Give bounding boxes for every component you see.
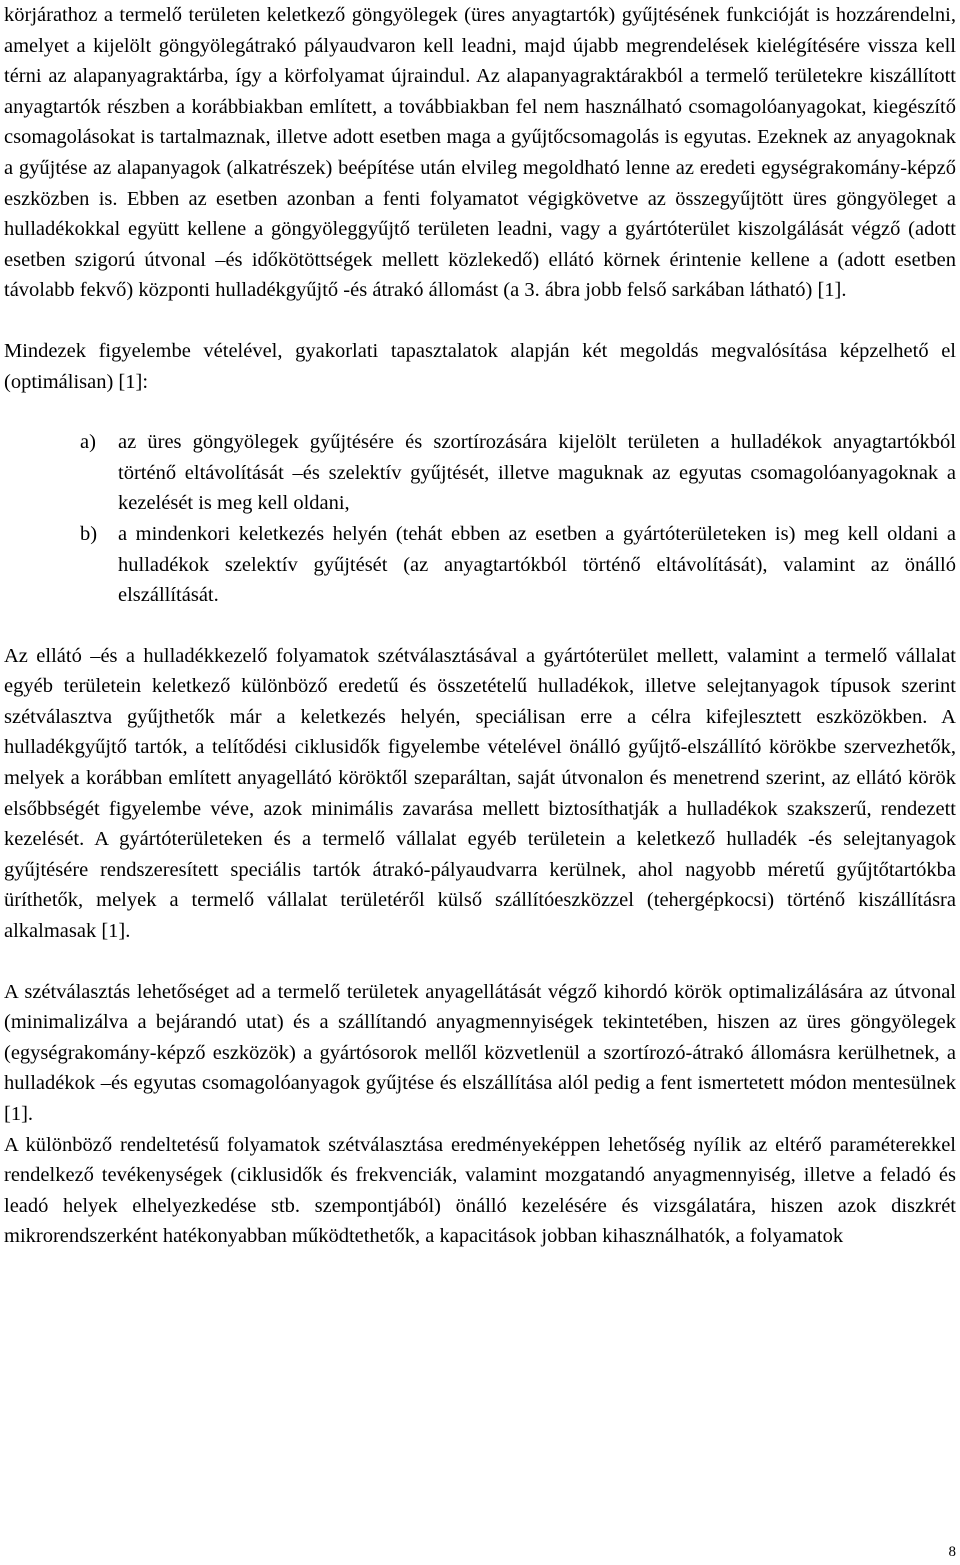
list-item [4, 519, 956, 611]
paragraph-4: A szétválasztás lehetőséget ad a termelő területek anyagellátását végző kihordó körök optimalizálására az útvonal (minimalizálva a bejárandó utat) és a szállítandó anyagmennyiségek tekintetében, hiszen az üres göngyölegek (egységrakomány-képző eszközök) a gyártósorok mellől közvetlenül a szortírozó-átrakó állomásra kerülhetnek, a hulladékok –és egyutas csomagolóanyagok gyűjtése és elszállítása alól pedig a fent ismertetett módon mentesülnek [1]. [4, 980, 956, 1125]
document-page [4, 0, 956, 1252]
paragraph-1: körjárathoz a termelő területen keletkező göngyölegek (üres anyagtartók) gyűjtésének funkcióját is hozzárendelni, amelyet a kijelölt göngyölegátrakó pályaudvaron kell leadni, majd újabb megrendelések kielégítésére vissza kell térni az alapanyagraktárba, így a körfolyamat újraindul. Az alapanyagraktárakból a termelő területekre kiszállított anyagtartók részben a korábbiakban említett, a továbbiakban fel nem használható csomagolóanyagokat, kiegészítő csomagolásokat is tartalmaznak, illetve adott esetben maga a gyűjtőcsomagolás is egyutas. Ezeknek az anyagoknak a gyűjtése az alapanyagok (alkatrészek) beépítése után elvileg megoldható lenne az eredeti egységrakomány-képző eszközben is. Ebben az esetben azonban a fenti folyamatot végigkövetve az összegyűjtött üres göngyöleget a hulladékokkal együtt kellene a göngyöleggyűjtő területen leadni, vagy a gyártóterület kiszolgálását végző (adott esetben szigorú útvonal –és időkötöttségek mellett közlekedő) ellátó körnek érintenie kellene a (adott esetben távolabb fekvő) központi hulladékgyűjtő -és átrakó állomást (a 3. ábra jobb felső sarkában látható) [1]. [4, 4, 956, 302]
list-item-text: az üres göngyölegek gyűjtésére és szortírozására kijelölt területen a hulladékok anyagtartókból történő eltávolítását –és szelektív gyűjtését, illetve maguknak az egyutas csomagolóanyagoknak a kezelését is meg kell oldani, [118, 431, 956, 515]
list-marker: a) [80, 431, 96, 454]
list-item [4, 427, 956, 519]
paragraph-3: Az ellátó –és a hulladékkezelő folyamatok szétválasztásával a gyártóterület mellett, valamint a termelő vállalat egyéb területein keletkező különböző eredetű és összetételű hulladékok, illetve selejtanyagok típusok szerint szétválasztva gyűjthetők már a keletkezés helyén, speciálisan erre a célra kifejlesztett eszközökben. A hulladékgyűjtő tartók, a telítődési ciklusidők figyelembe vételével önálló gyűjtő-elszállító körökbe szervezhetők, melyek a korábban említett anyagellátó köröktől szeparáltan, saját útvonalon és menetrend szerint, az ellátó körök elsőbbségét figyelembe véve, azok minimális zavarása mellett biztosíthatják a hulladékok szakszerű, rendezett kezelését. A gyártóterületeken és a termelő vállalat egyéb területein a keletkező hulladék -és selejtanyagok gyűjtésére rendszeresített speciális tartók átrakó-pályaudvarra kerülnek, ahol nagyobb méretű gyűjtőtartókba üríthetők, melyek a termelő vállalat területéről külső szállítóeszközzel (tehergépkocsi) történő kiszállításra alkalmasak [1]. [4, 644, 956, 943]
paragraph-2: Mindezek figyelembe vételével, gyakorlati tapasztalatok alapján két megoldás megvalósítása képzelhető el (optimálisan) [1]: [4, 339, 956, 393]
list-item-text: a mindenkori keletkezés helyén (tehát ebben az esetben a gyártóterületeken is) meg kell oldani a hulladékok szelektív gyűjtését (az anyagtartókból történő eltávolítását), valamint az önálló elszállítását. [118, 522, 956, 607]
page-number: 8 [948, 1544, 956, 1560]
list-marker: b) [80, 522, 98, 545]
paragraph-5: A különböző rendeltetésű folyamatok szétválasztása eredményeképpen lehetőség nyílik az eltérő paraméterekkel rendelkező tevékenységek (ciklusidők és frekvenciák, valamint mozgatandó anyagmennyiség, illetve a feladó és leadó helyek elhelyezkedése stb. szempontjából) önálló kezelésére és vizsgálatára, hiszen azok diszkrét mikrorendszerként hatékonyabban működtethetők, a kapacitások jobban kihasználhatók, a folyamatok [4, 1133, 956, 1248]
solutions-list [4, 427, 956, 611]
